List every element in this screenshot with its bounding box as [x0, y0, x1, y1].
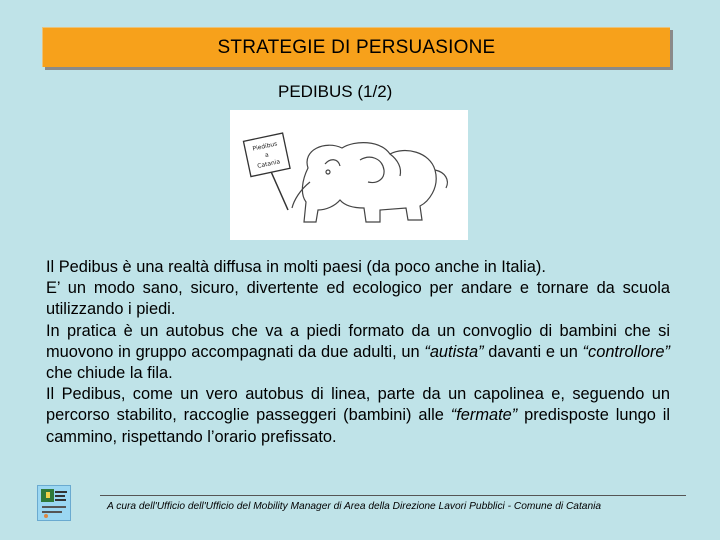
mobility-manager-logo	[37, 485, 71, 521]
paragraph-3-part-c: che chiude la fila.	[46, 364, 173, 383]
body-text	[46, 257, 670, 448]
elephant-outline	[292, 143, 447, 222]
pedibus-illustration	[230, 110, 468, 240]
page-title: STRATEGIE DI PERSUASIONE	[217, 36, 496, 58]
paragraph-3-part-a: In pratica è un autobus che va a piedi formato da un convoglio di bambini che si muovono in gruppo accompagnati da due adulti, un	[46, 321, 670, 361]
paragraph-3	[46, 321, 670, 385]
paragraph-3-emphasis-autista: “autista”	[424, 342, 484, 361]
footer-divider	[100, 495, 686, 496]
logo-icon	[38, 486, 70, 520]
paragraph-4-part-b: predisposte lungo il cammino, rispettando l’orario prefissato.	[46, 406, 670, 446]
sign-text-line1: Piedibus	[252, 140, 278, 153]
page-subtitle: PEDIBUS (1/2)	[278, 82, 393, 101]
sign-text-line2: a	[264, 151, 270, 160]
footer-credit: A cura dell'Ufficio dell'Ufficio del Mobility Manager di Area della Direzione Lavori Pubblici - Comune di Catania	[107, 501, 602, 512]
elephant-drawing	[230, 110, 468, 240]
title-bar	[42, 27, 670, 67]
paragraph-4-part-a: Il Pedibus, come un vero autobus di linea, parte da un capolinea e, seguendo un percorso stabilito, raccoglie passeggeri (bambini) alle	[46, 385, 670, 425]
paragraph-1: Il Pedibus è una realtà diffusa in molti paesi (da poco anche in Italia).	[46, 258, 546, 276]
paragraph-3-part-b: davanti e un	[483, 342, 583, 361]
paragraph-3-emphasis-controllore: “controllore”	[582, 342, 670, 361]
sign-text-line3: Catania	[256, 158, 281, 170]
paragraph-4	[46, 384, 670, 448]
paragraph-2: E’ un modo sano, sicuro, divertente ed ecologico per andare e tornare da scuola utilizzando i piedi.	[46, 279, 670, 319]
paragraph-4-emphasis-fermate: “fermate”	[450, 406, 518, 425]
